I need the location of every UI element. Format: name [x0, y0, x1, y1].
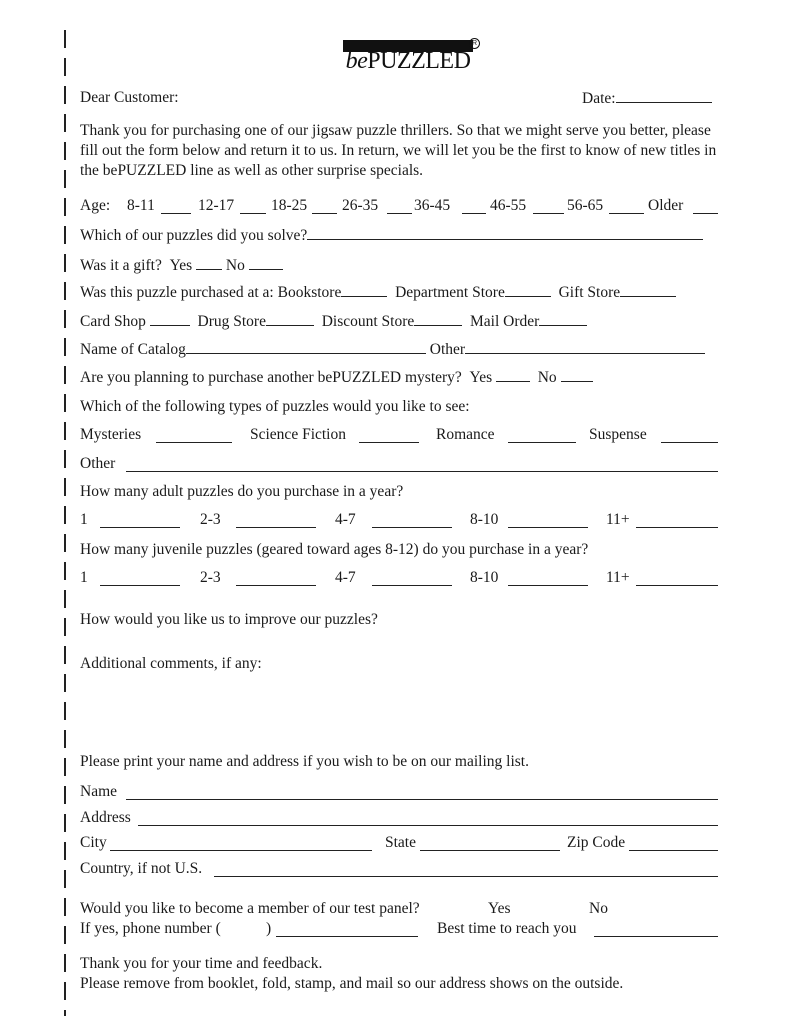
age-option: Older: [648, 197, 684, 214]
purchase-row-1: Was this puzzle purchased at a: Bookstore Department Store Gift Store: [80, 283, 720, 303]
country-blank[interactable]: [214, 863, 718, 877]
gift-no-blank[interactable]: [249, 256, 283, 270]
juvenile-blank[interactable]: [236, 572, 316, 586]
age-blank[interactable]: [312, 200, 337, 214]
purchase-row-2: Card Shop Drug Store Discount Store Mail Order: [80, 312, 720, 332]
solve-row: Which of our puzzles did you solve?: [80, 226, 720, 246]
gift-yes-blank[interactable]: [196, 256, 222, 270]
adult-blank[interactable]: [100, 514, 180, 528]
logo-text: bePUZZLED: [345, 48, 471, 74]
mailing-label: Please print your name and address if you wish to be on our mailing list.: [80, 753, 529, 770]
juvenile-blank[interactable]: [508, 572, 588, 586]
name-blank[interactable]: [126, 786, 718, 800]
age-blank[interactable]: [240, 200, 266, 214]
adult-blank[interactable]: [636, 514, 718, 528]
age-blank[interactable]: [533, 200, 564, 214]
adult-label: How many adult puzzles do you purchase in a year?: [80, 483, 404, 500]
discount-store-blank[interactable]: [414, 312, 462, 326]
age-option: 12-17: [198, 197, 235, 214]
age-blank[interactable]: [693, 200, 718, 214]
another-no-blank[interactable]: [561, 368, 593, 382]
brand-logo: [340, 40, 476, 76]
catalog-blank[interactable]: [186, 340, 426, 354]
age-option: 36-45: [414, 197, 451, 214]
types-other-blank[interactable]: [126, 458, 718, 472]
science-fiction-blank[interactable]: [359, 429, 419, 443]
age-option: 26-35: [342, 197, 379, 214]
another-row: Are you planning to purchase another bePUZZLED mystery? Yes No: [80, 368, 720, 388]
romance-blank[interactable]: [508, 429, 576, 443]
another-yes-blank[interactable]: [496, 368, 530, 382]
comments-label: Additional comments, if any:: [80, 655, 262, 672]
age-blank[interactable]: [387, 200, 412, 214]
suspense-blank[interactable]: [661, 429, 718, 443]
phone-blank[interactable]: [276, 923, 418, 937]
department-store-blank[interactable]: [505, 283, 551, 297]
mysteries-blank[interactable]: [156, 429, 232, 443]
panel-no-option[interactable]: No: [589, 900, 608, 917]
adult-blank[interactable]: [508, 514, 588, 528]
adult-blank[interactable]: [372, 514, 452, 528]
remove-instructions: Please remove from booklet, fold, stamp, and mail so our address shows on the outside.: [80, 975, 624, 992]
greeting: Dear Customer:: [80, 89, 179, 106]
bookstore-blank[interactable]: [341, 283, 387, 297]
age-blank[interactable]: [609, 200, 644, 214]
panel-yes-option[interactable]: Yes: [488, 900, 511, 917]
mail-order-blank[interactable]: [539, 312, 587, 326]
juvenile-blank[interactable]: [372, 572, 452, 586]
juvenile-blank[interactable]: [636, 572, 718, 586]
thanks-text: Thank you for your time and feedback.: [80, 955, 323, 972]
gift-row: Was it a gift? Yes No: [80, 256, 720, 276]
perforation-line: [64, 30, 66, 1016]
zip-blank[interactable]: [629, 837, 718, 851]
age-option: 56-65: [567, 197, 604, 214]
age-option: 18-25: [271, 197, 308, 214]
juvenile-label: How many juvenile puzzles (geared toward ages 8-12) do you purchase in a year?: [80, 541, 589, 558]
improve-label: How would you like us to improve our puzzles?: [80, 611, 378, 628]
survey-form-page: bePUZZLED R Dear Customer: Date: Thank you for purchasing one of our jigsaw puzzle thrillers. So that we might serve you better, please fill out the form below and return it to us. In return, we will let you be the first to know of new titles in the bePUZZLED line as well as other surprise specials. Age: 8-11 12-17 18-25 26-35 36-45 46-55 56-65 Older Which of our puzzles did you solve? Was it a gift? Yes No Was this puzzle purchased at a: Bookstore Department Store Gift Store Card Shop Drug Store Discount Store Mail Order Name of Catalog Other Are you planning to purchase another bePUZZLED mystery? Yes No Which of the following types of puzzles would you like to see: Mysteries Science Fiction Romance Suspense Other How many adult puzzles do you purchase in a year? 1 2-3 4-7 8-10 11+ How many juvenile puzzles (geared toward ages 8-12) do you purchase in a year? 1 2-3 4-7 8-10 11+ How would you like us to improve our puzzles? Additional comments, if any: Please print your name and address if you wish to be on our mailing list. Name Address City State Zip Code Country, if not U.S. Would you like to become a member of our test panel? Yes No If yes, phone number ( ) Best time to reach you Thank you for your time and feedback. Please remove from booklet, fold, stamp, and mail so our address shows on the outside.: [0, 0, 800, 1016]
best-time-blank[interactable]: [594, 923, 718, 937]
types-label: Which of the following types of puzzles would you like to see:: [80, 398, 470, 415]
address-blank[interactable]: [138, 812, 718, 826]
age-option: 8-11: [127, 197, 155, 214]
state-blank[interactable]: [420, 837, 560, 851]
gift-store-blank[interactable]: [620, 283, 676, 297]
drug-store-blank[interactable]: [266, 312, 314, 326]
solve-blank[interactable]: [307, 226, 703, 240]
intro-paragraph: Thank you for purchasing one of our jigsaw puzzle thrillers. So that we might serve you better, please fill out the form below and return it to us. In return, we will let you be the first to know of new titles in the bePUZZLED line as well as other surprise specials.: [80, 122, 717, 179]
juvenile-blank[interactable]: [100, 572, 180, 586]
age-blank[interactable]: [462, 200, 486, 214]
registered-mark: R: [469, 38, 480, 49]
card-shop-blank[interactable]: [150, 312, 190, 326]
date-field: Date:: [582, 89, 712, 108]
age-blank[interactable]: [161, 200, 191, 214]
city-blank[interactable]: [110, 837, 372, 851]
adult-blank[interactable]: [236, 514, 316, 528]
other-store-blank[interactable]: [465, 340, 705, 354]
catalog-row: Name of Catalog Other: [80, 340, 720, 360]
date-blank[interactable]: [616, 89, 712, 103]
age-option: 46-55: [490, 197, 527, 214]
